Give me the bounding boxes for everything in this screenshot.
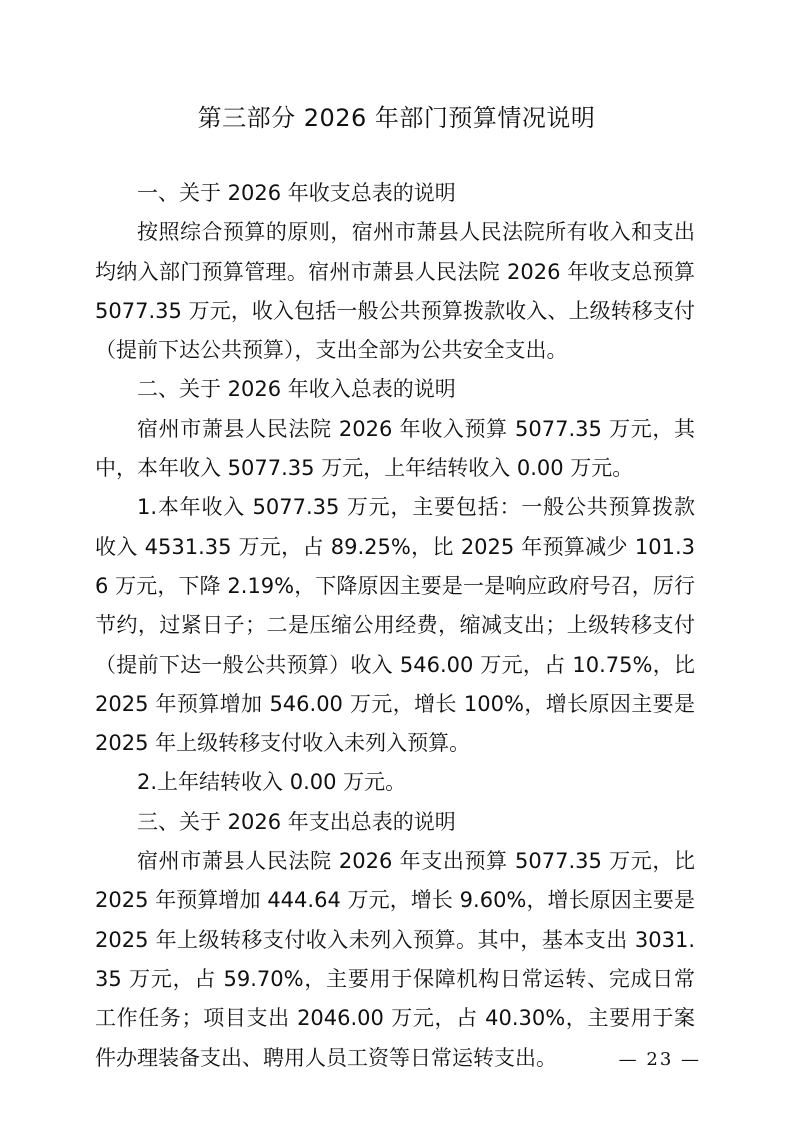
paragraph: 按照综合预算的原则，宿州市萧县人民法院所有收入和支出均纳入部门预算管理。宿州市萧县人民法院 2026 年收支总预算 5077.35 万元，收入包括一般公共预算拨款收入、上级转移支付（提前下达公共预算），支出全部为公共安全支出。 bbox=[95, 220, 695, 363]
paragraph: 宿州市萧县人民法院 2026 年收入预算 5077.35 万元，其中，本年收入 5077.35 万元，上年结转收入 0.00 万元。 bbox=[95, 416, 695, 481]
section-heading-2: 二、关于 2026 年收入总表的说明 bbox=[137, 377, 456, 402]
page-title: 第三部分 2026 年部门预算情况说明 bbox=[197, 104, 596, 132]
paragraph: 2.上年结转收入 0.00 万元。 bbox=[137, 770, 407, 795]
paragraph: 宿州市萧县人民法院 2026 年支出预算 5077.35 万元，比 2025 年预算增加 444.64 万元，增长 9.60%，增长原因主要是 2025 年上级转移支付收入未列入预算。其中，基本支出 3031.35 万元，占 59.70%，主要用于保障机构日常运转、完成日常工作任务；项目支出 2046.00 万元，占 40.30%，主要用于案件办理装备支出、聘用人员工资等日常运转支出。 bbox=[95, 849, 695, 1070]
document-body bbox=[95, 174, 695, 1078]
paragraph: 1.本年收入 5077.35 万元，主要包括：一般公共预算拨款收入 4531.35 万元，占 89.25%，比 2025 年预算减少 101.36 万元，下降 2.19%，下降原因主要是一是响应政府号召，厉行节约，过紧日子；二是压缩公用经费，缩减支出；上级转移支付（提前下达一般公共预算）收入 546.00 万元，占 10.75%，比 2025 年预算增加 546.00 万元，增长 100%，增长原因主要是 2025 年上级转移支付收入未列入预算。 bbox=[95, 495, 695, 756]
page-number: — 23 — bbox=[618, 1049, 701, 1070]
section-heading-1: 一、关于 2026 年收支总表的说明 bbox=[137, 181, 456, 205]
section-heading-3: 三、关于 2026 年支出总表的说明 bbox=[137, 809, 456, 834]
